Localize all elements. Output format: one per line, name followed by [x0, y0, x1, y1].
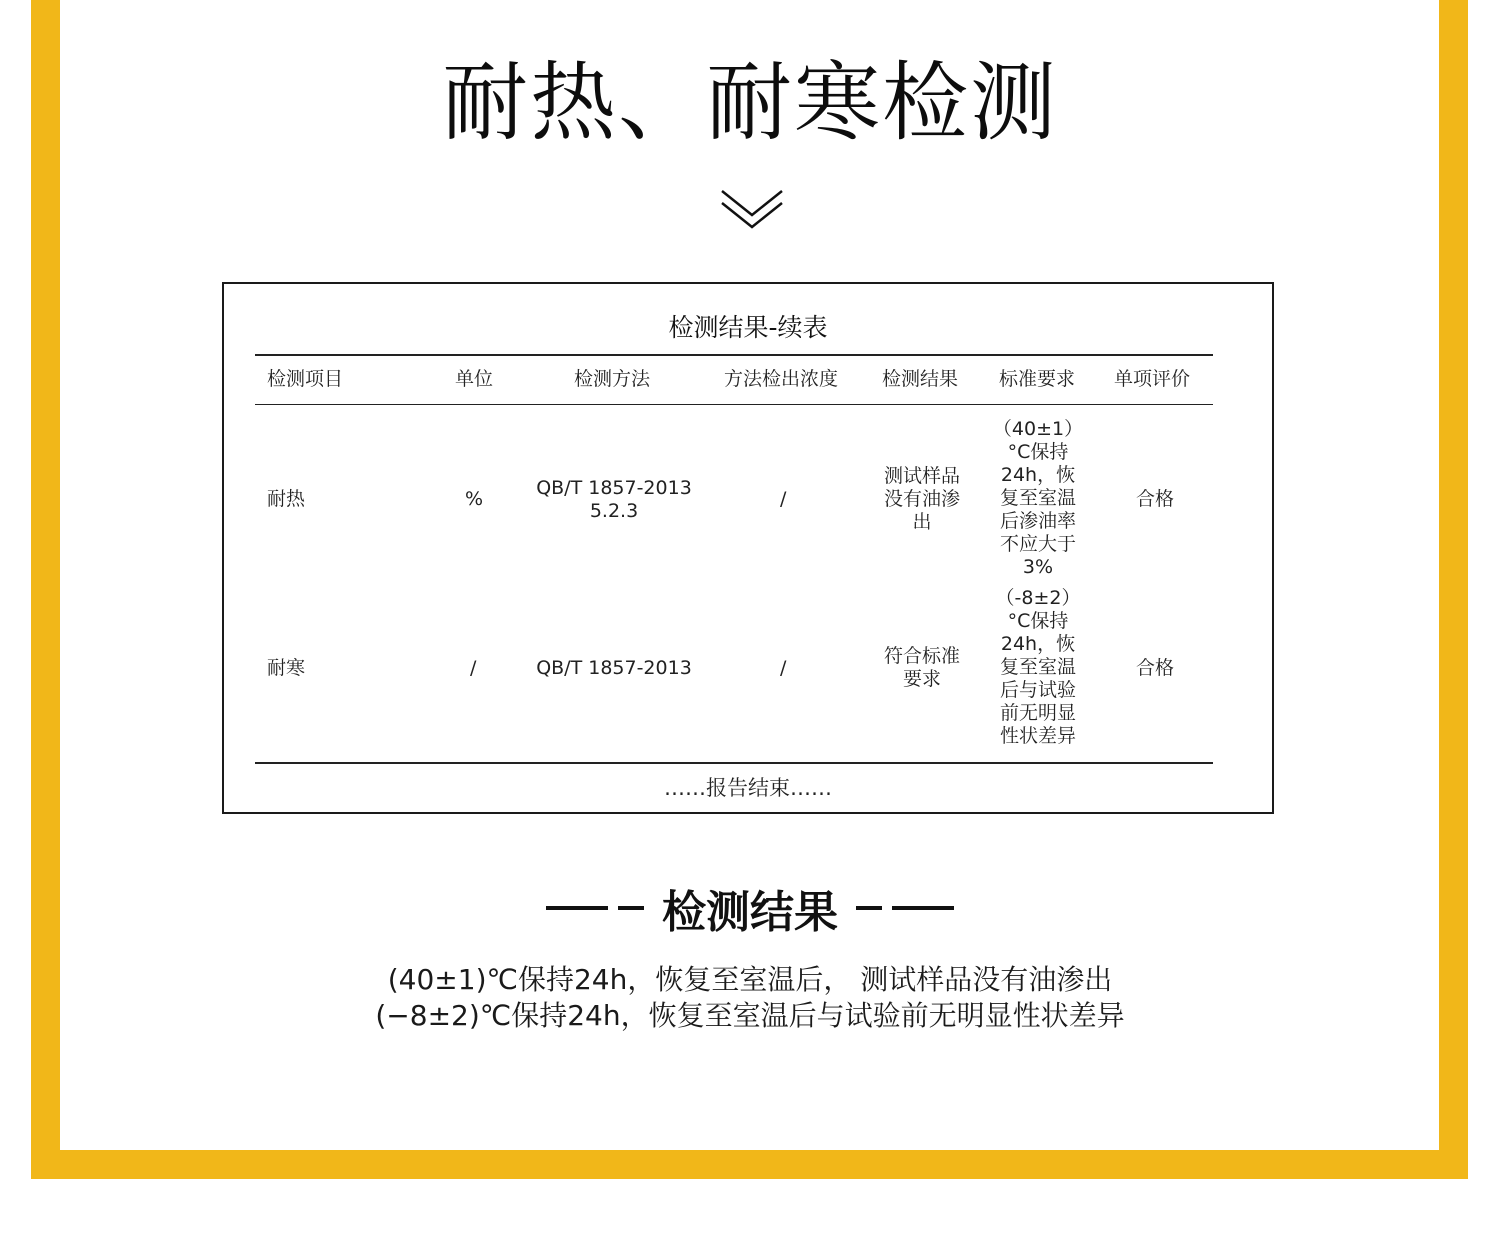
row1-req-line6: 不应大于	[999, 533, 1076, 555]
table-bottom-rule	[255, 762, 1213, 764]
row2-result	[872, 645, 972, 691]
summary-line-2: (−8±2)℃保持24h，恢复至室温后与试验前无明显性状差异	[375, 999, 1125, 1032]
row2-result-line1: 符合标准	[883, 645, 960, 667]
row2-method-line1: QB/T 1857-2013	[536, 657, 692, 679]
row2-req-line4: 复至室温	[999, 656, 1076, 678]
table-top-rule	[255, 354, 1213, 356]
row1-req-line7: 3%	[1022, 556, 1054, 578]
row2-req-line1: （-8±2）	[995, 587, 1081, 609]
header-rule	[255, 404, 1213, 405]
header-requirement: 标准要求	[999, 368, 1076, 390]
row2-req-line6: 前无明显	[999, 702, 1076, 724]
row1-req-line2: °C保持	[1007, 441, 1069, 463]
row2-unit: /	[470, 657, 477, 679]
row1-item: 耐热	[267, 488, 306, 510]
report-title: 检测结果-续表	[668, 313, 828, 342]
page-title: 耐热、耐寒检测	[442, 53, 1058, 153]
header-unit: 单位	[455, 368, 494, 390]
row1-detection-limit: /	[780, 488, 787, 510]
heading-dash-left-long	[546, 906, 608, 910]
row1-req-line3: 24h，恢	[1000, 464, 1076, 486]
header-evaluation: 单项评价	[1114, 368, 1191, 390]
row2-req-line3: 24h，恢	[1000, 633, 1076, 655]
header-detection-limit: 方法检出浓度	[724, 368, 839, 390]
summary-line-1: (40±1)℃保持24h，恢复至室温后， 测试样品没有油渗出	[387, 963, 1113, 996]
row2-result-line2: 要求	[902, 668, 941, 690]
row1-result-line1: 测试样品	[883, 465, 960, 487]
row1-req-line1: （40±1）	[992, 418, 1084, 440]
header-result: 检测结果	[882, 368, 959, 390]
heading-dash-right-long	[892, 906, 954, 910]
row1-method-line2: 5.2.3	[589, 500, 639, 522]
header-method: 检测方法	[574, 368, 651, 390]
row2-detection-limit: /	[780, 657, 787, 679]
header-item: 检测项目	[267, 368, 344, 390]
row1-requirement	[986, 418, 1090, 579]
row1-result-line2: 没有油渗	[883, 488, 960, 510]
heading-dash-left-short	[618, 906, 644, 910]
row1-req-line5: 后渗油率	[999, 510, 1076, 532]
row2-req-line7: 性状差异	[999, 725, 1076, 747]
section-heading	[0, 878, 1500, 938]
row1-method	[524, 477, 704, 523]
row2-req-line5: 后与试验	[999, 679, 1076, 701]
row2-req-line2: °C保持	[1007, 610, 1069, 632]
row2-item: 耐寒	[267, 657, 306, 679]
row2-evaluation: 合格	[1136, 657, 1175, 679]
row1-result-line3: 出	[912, 511, 932, 533]
section-heading-text: 检测结果	[662, 887, 838, 938]
report-table	[222, 282, 1274, 814]
double-chevron-down-icon	[720, 188, 784, 230]
row1-req-line4: 复至室温	[999, 487, 1076, 509]
row1-method-line1: QB/T 1857-2013	[536, 477, 692, 499]
row1-evaluation: 合格	[1136, 488, 1175, 510]
row2-requirement	[986, 587, 1090, 748]
row1-unit: %	[465, 488, 484, 510]
heading-dash-right-short	[856, 906, 882, 910]
row1-result	[872, 465, 972, 534]
report-end-note: ……报告结束……	[664, 776, 832, 800]
row2-method	[524, 657, 704, 680]
